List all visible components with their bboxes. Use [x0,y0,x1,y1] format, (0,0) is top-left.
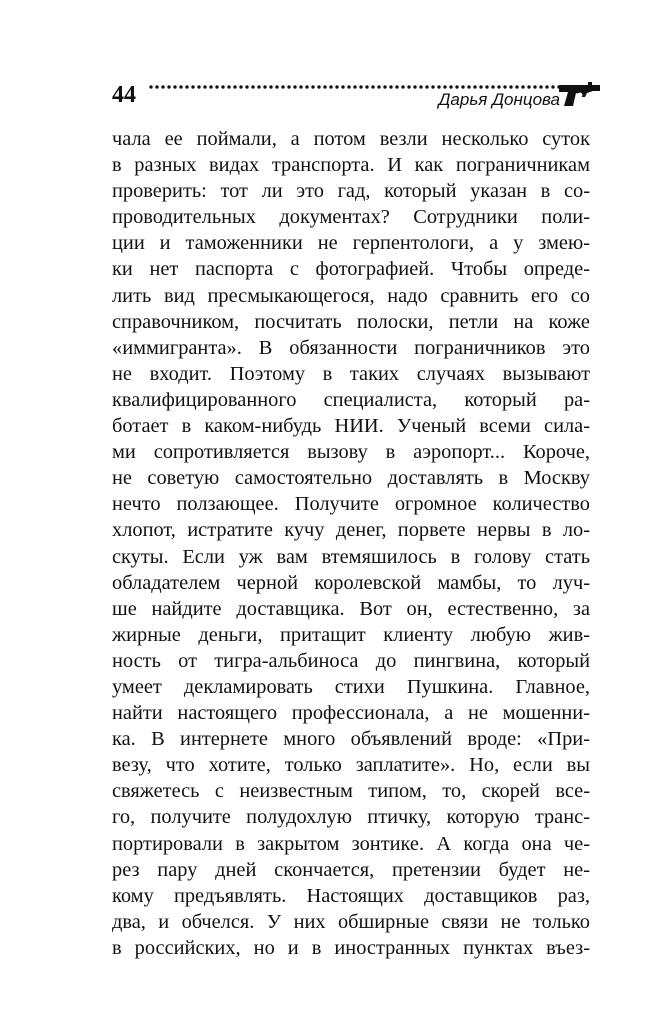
body-text [112,126,590,961]
text-line: не советую самостоятельно доставлять в Москву [112,467,590,490]
text-line: лить вид пресмыкающегося, надо сравнить его со [112,284,590,307]
text-line: не входит. Поэтому в таких случаях вызывают [112,362,590,385]
text-line: го, получите полудохлую птичку, которую транс- [112,806,590,829]
text-line: ботает в каком-нибудь НИИ. Ученый всеми сила- [112,415,590,438]
text-line: везу, что хотите, только заплатите». Но, если вы [112,754,590,777]
text-line: чала ее поймали, а потом везли несколько суток [112,128,590,150]
text-line: ми сопротивляется вызову в аэропорт... Короче, [112,441,590,464]
author-name: Дарья Донцова [438,90,560,109]
gun-icon [558,80,602,110]
text-line: ше найдите доставщика. Вот он, естественно, за [112,597,590,620]
text-line: в разных видах транспорта. И как пограничникам [112,154,590,177]
text-line: в российских, но и в иностранных пунктах въез- [112,936,590,959]
text-line: скуты. Если уж вам втемяшилось в голову стать [112,545,590,568]
text-line: жирные деньги, притащит клиенту любую жив- [112,623,590,646]
text-line: нечто ползающее. Получите огромное количество [112,493,590,516]
text-line: справочником, посчитать полоски, петли на коже [112,310,590,333]
text-line: ки нет паспорта с фотографией. Чтобы опреде- [112,258,590,281]
text-line: два, и обчелся. У них обширные связи не только [112,910,590,933]
page-number: 44 [112,82,136,108]
text-line: свяжетесь с неизвестным типом, то, скорей все- [112,780,590,803]
text-line: квалифицированного специалиста, который ра- [112,388,590,411]
text-line: хлопот, истратите кучу денег, порвете нервы в ло- [112,519,590,542]
text-line: проверить: тот ли это гад, который указан в со- [112,180,590,203]
text-line: обладателем черной королевской мамбы, то луч- [112,571,590,594]
text-line: «иммигранта». В обязанности пограничников это [112,336,590,359]
text-line: умеет декламировать стихи Пушкина. Главное, [112,675,590,698]
text-line: рез пару дней скончается, претензии будет не- [112,858,590,881]
page-header [112,80,600,114]
text-line: ность от тигра-альбиноса до пингвина, который [112,649,590,672]
text-line: ка. В интернете много объявлений вроде: «При- [112,728,590,751]
text-line: проводительных документах? Сотрудники поли- [112,206,590,229]
text-line: найти настоящего профессионала, а не мошенни- [112,702,590,725]
text-line: портировали в закрытом зонтике. А когда она че- [112,832,590,855]
text-line: ции и таможенники не герпентологи, а у змею- [112,232,590,255]
text-line: кому предъявлять. Настоящих доставщиков раз, [112,884,590,907]
